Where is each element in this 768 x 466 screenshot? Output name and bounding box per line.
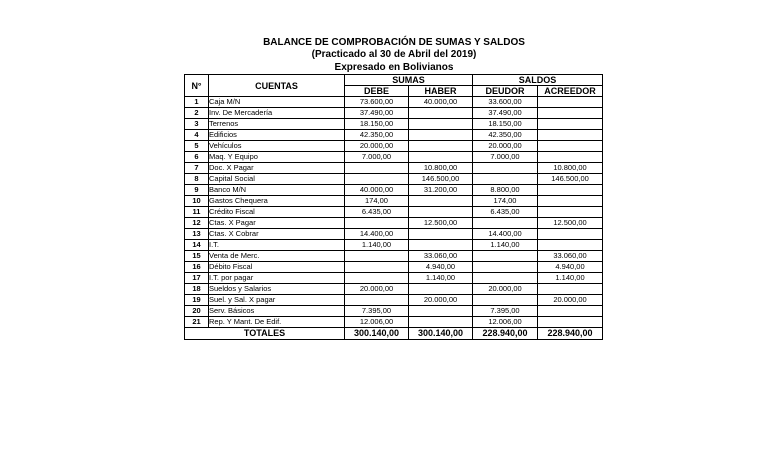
acreedor-cell: 146.500,00 xyxy=(538,174,603,185)
row-number: 18 xyxy=(185,284,209,295)
account-name: Edificios xyxy=(209,130,345,141)
row-number: 9 xyxy=(185,185,209,196)
haber-cell: 4.940,00 xyxy=(409,262,473,273)
deudor-cell xyxy=(473,251,538,262)
table-row xyxy=(185,295,603,306)
debe-cell: 1.140,00 xyxy=(345,240,409,251)
row-number: 15 xyxy=(185,251,209,262)
table-row xyxy=(185,218,603,229)
row-number: 7 xyxy=(185,163,209,174)
table-row xyxy=(185,152,603,163)
acreedor-cell: 12.500,00 xyxy=(538,218,603,229)
col-header-number: N° xyxy=(185,75,209,97)
row-number: 10 xyxy=(185,196,209,207)
deudor-cell xyxy=(473,218,538,229)
haber-cell xyxy=(409,229,473,240)
account-name: Maq. Y Equipo xyxy=(209,152,345,163)
row-number: 16 xyxy=(185,262,209,273)
account-name: Vehículos xyxy=(209,141,345,152)
report-subtitle: (Practicado al 30 de Abril del 2019) xyxy=(311,49,477,60)
haber-cell xyxy=(409,196,473,207)
deudor-cell: 42.350,00 xyxy=(473,130,538,141)
haber-cell xyxy=(409,207,473,218)
deudor-cell: 7.000,00 xyxy=(473,152,538,163)
account-name: I.T. xyxy=(209,240,345,251)
deudor-cell: 8.800,00 xyxy=(473,185,538,196)
row-number: 11 xyxy=(185,207,209,218)
table-row xyxy=(185,119,603,130)
debe-cell: 18.150,00 xyxy=(345,119,409,130)
debe-cell: 37.490,00 xyxy=(345,108,409,119)
row-number: 1 xyxy=(185,97,209,108)
deudor-cell: 14.400,00 xyxy=(473,229,538,240)
haber-cell xyxy=(409,141,473,152)
table-row xyxy=(185,163,603,174)
acreedor-cell: 20.000,00 xyxy=(538,295,603,306)
haber-cell xyxy=(409,240,473,251)
debe-cell xyxy=(345,251,409,262)
acreedor-cell xyxy=(538,317,603,328)
row-number: 14 xyxy=(185,240,209,251)
debe-cell: 14.400,00 xyxy=(345,229,409,240)
debe-cell: 6.435,00 xyxy=(345,207,409,218)
table-row xyxy=(185,130,603,141)
account-name: Inv. De Mercadería xyxy=(209,108,345,119)
table-row xyxy=(185,185,603,196)
table-row xyxy=(185,306,603,317)
deudor-cell: 6.435,00 xyxy=(473,207,538,218)
account-name: Doc. X Pagar xyxy=(209,163,345,174)
haber-cell: 1.140,00 xyxy=(409,273,473,284)
row-number: 6 xyxy=(185,152,209,163)
row-number: 8 xyxy=(185,174,209,185)
debe-cell: 20.000,00 xyxy=(345,141,409,152)
acreedor-cell: 1.140,00 xyxy=(538,273,603,284)
debe-cell: 40.000,00 xyxy=(345,185,409,196)
deudor-cell: 7.395,00 xyxy=(473,306,538,317)
account-name: Caja M/N xyxy=(209,97,345,108)
report-title: BALANCE DE COMPROBACIÓN DE SUMAS Y SALDOS xyxy=(263,37,525,48)
account-name: Capital Social xyxy=(209,174,345,185)
account-name: Venta de Merc. xyxy=(209,251,345,262)
debe-cell: 20.000,00 xyxy=(345,284,409,295)
total-debe: 300.140,00 xyxy=(345,328,409,340)
deudor-cell: 1.140,00 xyxy=(473,240,538,251)
debe-cell xyxy=(345,163,409,174)
haber-cell xyxy=(409,130,473,141)
acreedor-cell xyxy=(538,130,603,141)
acreedor-cell: 10.800,00 xyxy=(538,163,603,174)
deudor-cell xyxy=(473,295,538,306)
col-header-acreedor: ACREEDOR xyxy=(538,86,603,97)
deudor-cell: 12.006,00 xyxy=(473,317,538,328)
deudor-cell xyxy=(473,163,538,174)
acreedor-cell xyxy=(538,185,603,196)
acreedor-cell xyxy=(538,97,603,108)
table-row xyxy=(185,196,603,207)
deudor-cell: 174,00 xyxy=(473,196,538,207)
account-name: I.T. por pagar xyxy=(209,273,345,284)
haber-cell xyxy=(409,119,473,130)
haber-cell: 12.500,00 xyxy=(409,218,473,229)
row-number: 17 xyxy=(185,273,209,284)
haber-cell: 20.000,00 xyxy=(409,295,473,306)
haber-cell xyxy=(409,152,473,163)
account-name: Rep. Y Mant. De Edif. xyxy=(209,317,345,328)
account-name: Gastos Chequera xyxy=(209,196,345,207)
account-name: Débito Fiscal xyxy=(209,262,345,273)
row-number: 2 xyxy=(185,108,209,119)
acreedor-cell xyxy=(538,229,603,240)
deudor-cell xyxy=(473,262,538,273)
account-name: Suel. y Sal. X pagar xyxy=(209,295,345,306)
debe-cell xyxy=(345,174,409,185)
debe-cell: 42.350,00 xyxy=(345,130,409,141)
haber-cell xyxy=(409,306,473,317)
totals-label: TOTALES xyxy=(185,328,345,340)
debe-cell: 73.600,00 xyxy=(345,97,409,108)
group-header-sumas: SUMAS xyxy=(345,75,473,86)
acreedor-cell xyxy=(538,284,603,295)
debe-cell: 7.000,00 xyxy=(345,152,409,163)
acreedor-cell xyxy=(538,240,603,251)
haber-cell: 146.500,00 xyxy=(409,174,473,185)
acreedor-cell: 33.060,00 xyxy=(538,251,603,262)
row-number: 5 xyxy=(185,141,209,152)
table-row xyxy=(185,240,603,251)
haber-cell xyxy=(409,284,473,295)
row-number: 20 xyxy=(185,306,209,317)
deudor-cell: 37.490,00 xyxy=(473,108,538,119)
haber-cell xyxy=(409,317,473,328)
deudor-cell: 20.000,00 xyxy=(473,141,538,152)
deudor-cell xyxy=(473,273,538,284)
debe-cell: 174,00 xyxy=(345,196,409,207)
debe-cell: 7.395,00 xyxy=(345,306,409,317)
debe-cell xyxy=(345,273,409,284)
row-number: 21 xyxy=(185,317,209,328)
account-name: Sueldos y Salarios xyxy=(209,284,345,295)
acreedor-cell xyxy=(538,207,603,218)
row-number: 4 xyxy=(185,130,209,141)
currency-note: Expresado en Bolivianos xyxy=(334,62,454,73)
row-number: 12 xyxy=(185,218,209,229)
account-name: Terrenos xyxy=(209,119,345,130)
acreedor-cell xyxy=(538,306,603,317)
acreedor-cell xyxy=(538,152,603,163)
deudor-cell: 18.150,00 xyxy=(473,119,538,130)
haber-cell: 33.060,00 xyxy=(409,251,473,262)
account-name: Banco M/N xyxy=(209,185,345,196)
col-header-debe: DEBE xyxy=(345,86,409,97)
table-row xyxy=(185,317,603,328)
haber-cell: 40.000,00 xyxy=(409,97,473,108)
acreedor-cell xyxy=(538,141,603,152)
total-acreedor: 228.940,00 xyxy=(538,328,603,340)
haber-cell xyxy=(409,108,473,119)
table-row xyxy=(185,141,603,152)
table-row xyxy=(185,273,603,284)
table-row xyxy=(185,97,603,108)
row-number: 3 xyxy=(185,119,209,130)
account-name: Ctas. X Cobrar xyxy=(209,229,345,240)
deudor-cell: 20.000,00 xyxy=(473,284,538,295)
haber-cell: 31.200,00 xyxy=(409,185,473,196)
acreedor-cell xyxy=(538,119,603,130)
table-row xyxy=(185,207,603,218)
acreedor-cell xyxy=(538,108,603,119)
table-row xyxy=(185,108,603,119)
total-deudor: 228.940,00 xyxy=(473,328,538,340)
debe-cell xyxy=(345,295,409,306)
debe-cell xyxy=(345,262,409,273)
table-row xyxy=(185,262,603,273)
deudor-cell xyxy=(473,174,538,185)
col-header-deudor: DEUDOR xyxy=(473,86,538,97)
table-row xyxy=(185,284,603,295)
trial-balance-table xyxy=(184,74,603,340)
group-header-saldos: SALDOS xyxy=(473,75,603,86)
account-name: Ctas. X Pagar xyxy=(209,218,345,229)
table-row xyxy=(185,229,603,240)
row-number: 19 xyxy=(185,295,209,306)
col-header-haber: HABER xyxy=(409,86,473,97)
col-header-cuentas: CUENTAS xyxy=(209,75,345,97)
debe-cell: 12.006,00 xyxy=(345,317,409,328)
deudor-cell: 33.600,00 xyxy=(473,97,538,108)
table-row xyxy=(185,174,603,185)
account-name: Serv. Básicos xyxy=(209,306,345,317)
acreedor-cell xyxy=(538,196,603,207)
debe-cell xyxy=(345,218,409,229)
row-number: 13 xyxy=(185,229,209,240)
total-haber: 300.140,00 xyxy=(409,328,473,340)
acreedor-cell: 4.940,00 xyxy=(538,262,603,273)
haber-cell: 10.800,00 xyxy=(409,163,473,174)
totals-row xyxy=(185,328,603,340)
account-name: Crédito Fiscal xyxy=(209,207,345,218)
table-row xyxy=(185,251,603,262)
